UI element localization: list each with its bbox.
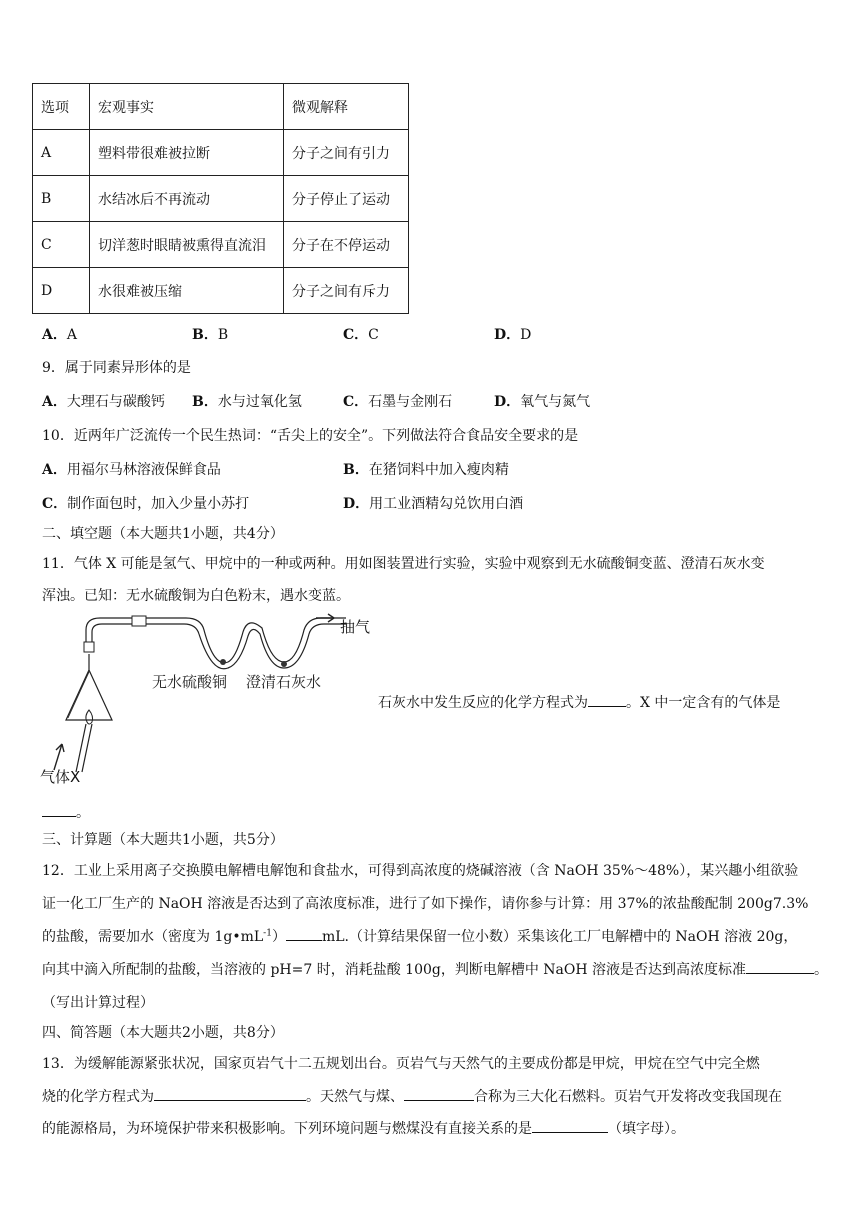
label-cuso4: 无水硫酸铜 [152,673,228,691]
q11-end: 。 [42,802,90,822]
table-header-cell: 宏观事实 [90,84,284,130]
table-cell: D [33,268,90,314]
q11-line-2: 浑浊。已知：无水硫酸铜为白色粉末，遇水变蓝。 [42,588,350,604]
question-8-table [32,83,409,314]
tube-joint [84,642,94,652]
q8-option-c: C．C [343,327,379,343]
q11-apparatus-figure [36,612,346,792]
cuso4-powder [220,659,226,665]
answer-blank[interactable] [42,802,76,817]
q10-option-b: B．在猪饲料中加入瘦肉精 [343,462,509,478]
table-cell: 水结冰后不再流动 [90,176,284,222]
q12-line-1: 12．工业上采用离子交换膜电解槽电解饱和食盐水，可得到高浓度的烧碱溶液（含 NaOH 35%～48%），某兴趣小组欲验 [42,863,799,879]
answer-blank[interactable] [286,926,322,941]
table-row [33,222,409,268]
answer-blank[interactable] [532,1118,608,1133]
q9-option-c: C．石墨与金刚石 [343,394,453,410]
q12-line-2: 证一化工厂生产的 NaOH 溶液是否达到了高浓度标准，进行了如下操作，请你参与计算：用 37%的浓盐酸配制 200g7.3% [42,896,809,912]
table-row [33,176,409,222]
answer-blank[interactable] [746,959,814,974]
q10-stem: 10．近两年广泛流传一个民生热词：“舌尖上的安全”。下列做法符合食品安全要求的是 [42,428,579,444]
q9-stem: 9．属于同素异形体的是 [42,360,191,376]
table-cell: 分子之间有斥力 [284,268,409,314]
answer-blank[interactable] [588,692,626,707]
q13-line-2: 烧的化学方程式为 。天然气与煤、 合称为三大化石燃料。页岩气开发将改变我国现在 [42,1086,782,1106]
table-cell: 分子在不停运动 [284,222,409,268]
q8-option-b: B．B [192,327,229,343]
q10-option-c: C．制作面包时，加入少量小苏打 [42,496,250,512]
table-cell: 分子之间有引力 [284,130,409,176]
table-header-row [33,84,409,130]
q9-option-d: D．氧气与氮气 [494,394,591,410]
label-gas-x: 气体X [40,768,81,786]
q8-option-a: A．A [42,327,77,343]
gas-inlet-tube [76,724,92,772]
q12-line-5: （写出计算过程） [42,995,154,1011]
q11-right-text: 石灰水中发生反应的化学方程式为 。X 中一定含有的气体是 [378,692,780,712]
answer-blank[interactable] [404,1086,474,1101]
table-cell: C [33,222,90,268]
table-cell: 水很难被压缩 [90,268,284,314]
q8-option-d: D．D [494,327,532,343]
q13-line-3: 的能源格局，为环境保护带来积极影响。下列环境问题与燃煤没有直接关系的是 （填字母）。 [42,1118,685,1138]
tube-connector [132,616,146,626]
answer-blank[interactable] [154,1086,306,1101]
section-heading-short-answer: 四、简答题（本大题共2小题，共8分） [42,1025,284,1041]
table-header-cell: 选项 [33,84,90,130]
label-limewater: 澄清石灰水 [246,673,322,691]
limewater-liquid [281,661,287,667]
table-cell: A [33,130,90,176]
table-row [33,268,409,314]
q12-line-4: 向其中滴入所配制的盐酸，当溶液的 pH=7 时，消耗盐酸 100g，判断电解槽中 NaOH 溶液是否达到高浓度标准 。 [42,959,828,979]
q9-option-a: A．大理石与碳酸钙 [42,394,165,410]
table-header-cell: 微观解释 [284,84,409,130]
q10-option-d: D．用工业酒精勾兑饮用白酒 [343,496,524,512]
table-cell: B [33,176,90,222]
q11-line-1: 11．气体 X 可能是氢气、甲烷中的一种或两种。用如图装置进行实验，实验中观察到无水硫酸铜变蓝、澄清石灰水变 [42,556,765,572]
q12-line-3: 的盐酸，需要加水（密度为 $1g•mL^{-1}$） mL.（计算结果保留一位小数）采集该化工厂电解槽中的 NaOH 溶液 20g， [42,926,797,946]
table-cell: 切洋葱时眼睛被熏得直流泪 [90,222,284,268]
table-row [33,130,409,176]
q13-line-1: 13．为缓解能源紧张状况，国家页岩气十二五规划出台。页岩气与天然气的主要成份都是甲烷，甲烷在空气中完全燃 [42,1056,760,1072]
q10-option-a: A．用福尔马林溶液保鲜食品 [42,462,221,478]
table-cell: 塑料带很难被拉断 [90,130,284,176]
table-cell: 分子停止了运动 [284,176,409,222]
flame-icon [86,710,93,724]
section-heading-fill-in: 二、填空题（本大题共1小题，共4分） [42,526,284,542]
section-heading-calculation: 三、计算题（本大题共1小题，共5分） [42,832,284,848]
q9-option-b: B．水与过氧化氢 [192,394,302,410]
label-pump: 抽气 [340,618,371,636]
